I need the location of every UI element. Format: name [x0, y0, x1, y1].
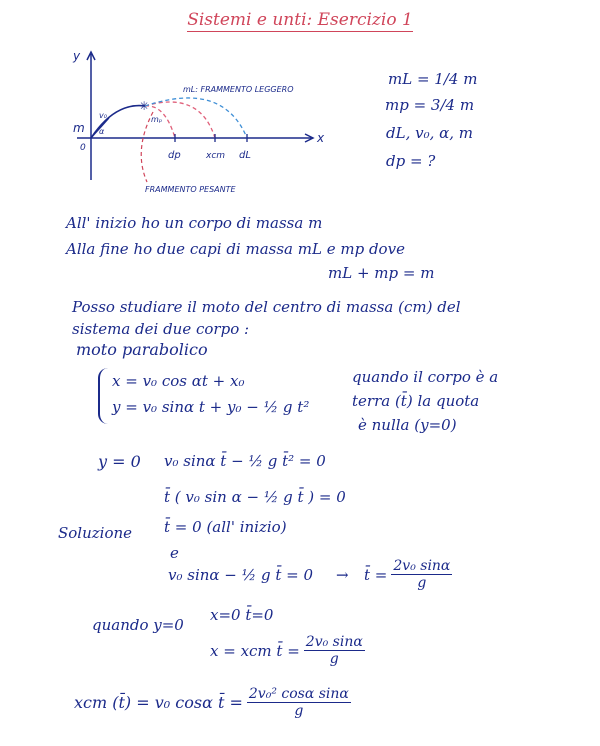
alpha-label: α: [99, 127, 105, 136]
eq-step-3: v₀ sinα − ½ g t̄ = 0: [168, 566, 313, 584]
eq-and: e: [170, 544, 179, 562]
text-line-2: Alla fine ho due capi di massa mL e mp dove: [66, 240, 405, 258]
explosion-point: ✳: [139, 99, 150, 113]
quando-case-2-den: g: [329, 651, 339, 667]
final-equation: [74, 686, 355, 719]
text-line-4: Posso studiare il moto del centro di massa (cm) del: [72, 298, 461, 316]
x-axis-label: x: [317, 131, 325, 145]
eq-arrow: →: [336, 566, 349, 584]
text-line-6: moto parabolico: [76, 340, 208, 359]
eq-step-2: t̄ ( v₀ sin α − ½ g t̄ ) = 0: [164, 488, 346, 506]
dp-label: dp: [168, 150, 181, 161]
v0-label: v₀: [99, 111, 107, 120]
trajectory-diagram: [55, 40, 345, 200]
given-unknown: dp = ?: [386, 152, 436, 170]
mp-label: mₚ: [151, 115, 163, 124]
xcm-label: xcm: [206, 151, 226, 161]
eq-y-zero: y = 0: [98, 452, 141, 471]
y-axis-label: y: [73, 49, 81, 63]
text-line-5: sistema dei due corpo :: [72, 320, 250, 338]
note-line-2: terra (t̄) la quota: [352, 392, 480, 410]
given-ml: mL = 1/4 m: [388, 70, 478, 88]
text-line-3: mL + mp = m: [328, 264, 435, 282]
text-line-1: All' inizio ho un corpo di massa m: [66, 214, 323, 232]
final-equation-left: xcm (t̄) = v₀ cosα t̄ =: [74, 693, 243, 712]
note-line-1: quando il corpo è a: [352, 368, 499, 386]
final-equation-den: g: [294, 703, 304, 719]
final-equation-num: 2v₀² cosα sinα: [248, 686, 349, 702]
eq-t-result-left: t̄ =: [364, 565, 388, 584]
origin-label: 0: [80, 143, 86, 153]
given-mp: mp = 3/4 m: [385, 96, 475, 114]
eq-t-result: [364, 558, 456, 591]
soluzione-label: Soluzione: [58, 524, 133, 542]
system-brace: [98, 368, 112, 424]
note-line-3: è nulla (y=0): [358, 416, 457, 434]
heavy-fragment-label: FRAMMENTO PESANTE: [145, 185, 236, 194]
eq-solution-1: t̄ = 0 (all' inizio): [164, 518, 287, 536]
eq-x: x = v₀ cos αt + x₀: [112, 372, 245, 390]
quando-case-1: x=0 t̄=0: [210, 606, 274, 624]
quando-case-2-left: x = xcm t̄ =: [210, 641, 300, 660]
quando-case-2-num: 2v₀ sinα: [305, 634, 363, 650]
eq-y: y = v₀ sinα t + y₀ − ½ g t²: [112, 398, 310, 416]
eq-t-result-num: 2v₀ sinα: [393, 558, 451, 574]
page-title: Sistemi e unti: Esercizio 1: [187, 10, 413, 30]
dl-label: dL: [239, 150, 251, 161]
quando-case-2: [210, 634, 369, 667]
given-known: dL, v₀, α, m: [386, 124, 474, 142]
quando-line: quando y=0: [92, 616, 184, 634]
light-fragment-label: mL: FRAMMENTO LEGGERO: [183, 85, 294, 94]
eq-t-result-den: g: [417, 575, 427, 591]
eq-step-1: v₀ sinα t̄ − ½ g t̄² = 0: [164, 452, 326, 470]
mass-label: m: [73, 121, 85, 135]
